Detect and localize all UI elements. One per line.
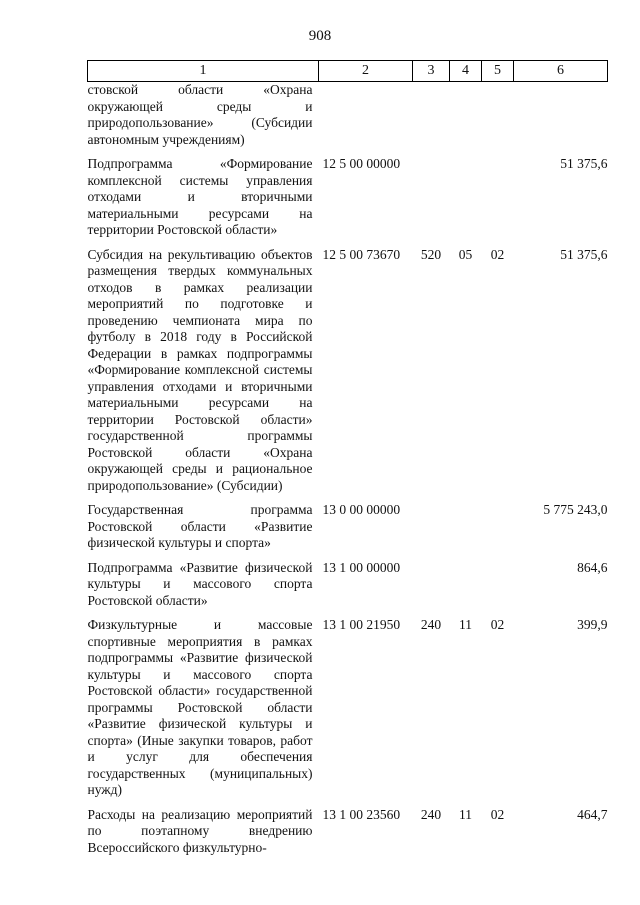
header-col-5: 5 — [482, 61, 514, 82]
table-row — [88, 82, 608, 149]
row-code: 13 1 00 21950 — [322, 617, 401, 632]
header-col-2: 2 — [319, 61, 413, 82]
row-name: Государственная программа Ростовской области «Развитие физической культуры и спорта» — [87, 502, 313, 550]
table-row — [88, 247, 608, 495]
row-name: Подпрограмма «Развитие физической культуры и массового спорта Ростовской области» — [87, 559, 313, 608]
row-amount — [514, 82, 608, 149]
row-pr: 02 — [490, 246, 505, 262]
row-name: стовской области «Охрана окружающей среды и природопользование» (Субсидии автономным учреждениям) — [87, 82, 313, 147]
row-code — [319, 82, 413, 149]
table-header-row — [88, 61, 608, 82]
row-name: Физкультурные и массовые спортивные мероприятия в рамках подпрограммы «Развитие физической культуры и массового спорта Ростовской области» государственной программы Ростовской области «Развитие физической культуры и спорта» (Иные закупки товаров, работ и услуг для обеспечения государственных (муниципальных) нужд) — [87, 617, 313, 797]
row-rz — [450, 156, 482, 239]
row-vr — [413, 156, 450, 239]
budget-table — [87, 60, 608, 856]
row-pr — [482, 156, 514, 239]
header-col-3: 3 — [413, 61, 450, 82]
header-col-6: 6 — [514, 61, 608, 82]
header-col-1: 1 — [88, 61, 319, 82]
row-pr: 02 — [490, 806, 505, 822]
row-code: 13 1 00 00000 — [322, 559, 401, 575]
table-row — [88, 156, 608, 239]
row-pr — [482, 82, 514, 149]
row-name: Подпрограмма «Формирование комплексной системы управления отходами и вторичными материальными ресурсами на территории Ростовской области» — [87, 156, 313, 237]
row-rz: 11 — [459, 617, 472, 632]
table-row — [88, 560, 608, 610]
row-vr — [413, 82, 450, 149]
row-vr: 240 — [420, 617, 442, 632]
row-vr — [413, 502, 450, 552]
row-pr: 02 — [490, 617, 505, 632]
row-vr: 240 — [420, 806, 442, 822]
row-amount: 5 775 243,0 — [543, 502, 608, 517]
row-name: Расходы на реализацию мероприятий по поэтапному внедрению Всероссийского физкультурно- — [87, 806, 313, 855]
row-pr — [482, 560, 514, 610]
row-amount: 464,7 — [577, 806, 608, 822]
row-amount: 51 375,6 — [560, 156, 608, 171]
table-row — [88, 807, 608, 857]
row-name: Субсидия на рекультивацию объектов размещения твердых коммунальных отходов в рамках реализации мероприятий по подготовке и проведению чемпионата мира по футболу в 2018 году в Российской Федерации в рамках подпрограммы «Формирование комплексной системы управления отходами и вторичными материальными ресурсами на территории Ростовской области» государственной программы Ростовской области «Охрана окружающей среды и рациональное природопользование» (Субсидии) — [87, 246, 313, 493]
table-row — [88, 617, 608, 799]
row-rz — [450, 82, 482, 149]
table-row — [88, 502, 608, 552]
row-vr: 520 — [420, 246, 442, 262]
row-code: 12 5 00 73670 — [322, 246, 401, 262]
header-col-4: 4 — [450, 61, 482, 82]
row-rz: 11 — [459, 806, 472, 822]
page-number: 908 — [308, 28, 332, 44]
row-amount: 864,6 — [577, 559, 608, 575]
row-amount: 399,9 — [577, 617, 608, 632]
row-code: 13 0 00 00000 — [322, 502, 401, 517]
row-amount: 51 375,6 — [560, 246, 608, 262]
row-code: 12 5 00 00000 — [322, 156, 401, 171]
row-code: 13 1 00 23560 — [322, 806, 401, 822]
row-rz — [450, 502, 482, 552]
row-vr — [413, 560, 450, 610]
row-rz: 05 — [458, 246, 473, 262]
row-pr — [482, 502, 514, 552]
row-rz — [450, 560, 482, 610]
